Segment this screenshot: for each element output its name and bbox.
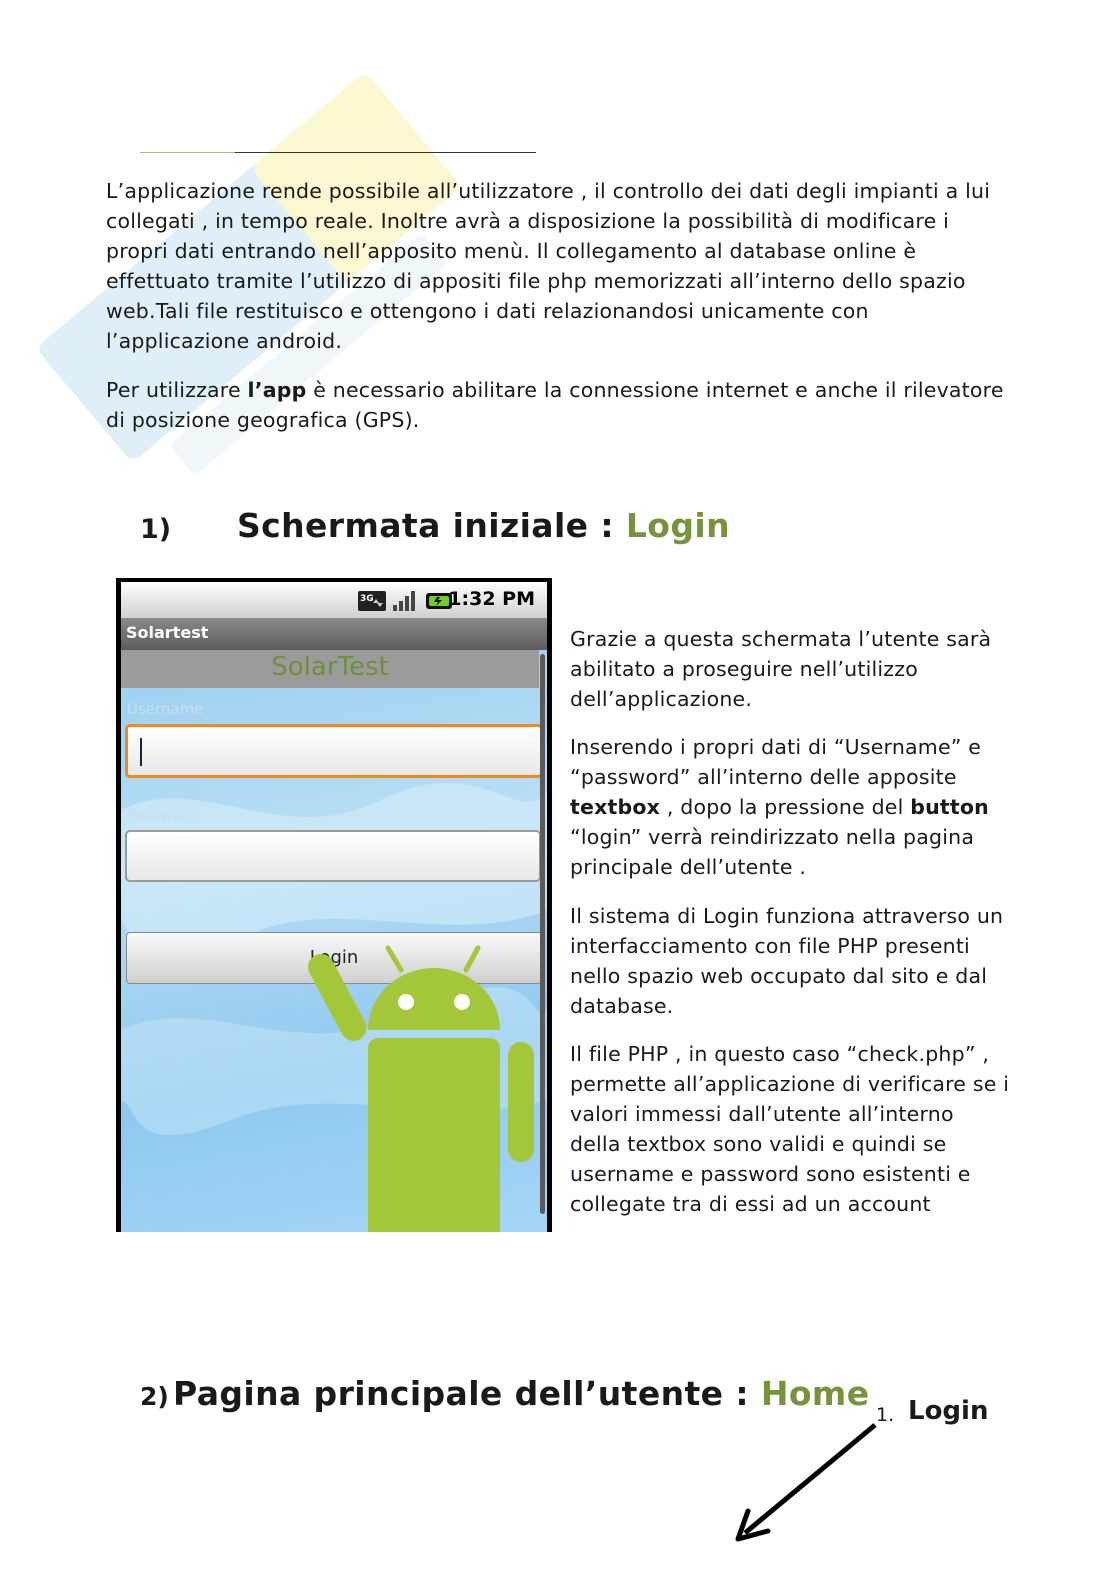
app-title-bar xyxy=(121,618,547,650)
section1-title-accent: Login xyxy=(625,506,730,545)
username-label: Username xyxy=(127,700,204,718)
network-label: 3G xyxy=(360,594,374,604)
intro-paragraph: L’applicazione rende possibile all’utilizzatore , il controllo dei dati degli impianti a lui collegati , in tempo reale. Inoltre avrà a disposizione la possibilità di modificare i propri dati entrando nell’apposito menù. Il collegamento al database online è effettuato tramite l’utilizzo di appositi file php memorizzati all’interno dello spazio web.Tali file restituisco e ottengono i dati relazionandosi unicamente con l’applicazione android. xyxy=(106,179,991,353)
app-header-band xyxy=(121,650,539,688)
note-number: 1. xyxy=(876,1404,895,1426)
header-rule-tint xyxy=(140,152,235,153)
section2-number: 2) xyxy=(140,1382,169,1411)
status-bar xyxy=(121,582,547,618)
section2-title-accent: Home xyxy=(760,1374,870,1413)
app-title: Solartest xyxy=(126,623,209,642)
android-robot-icon xyxy=(306,940,536,1232)
network-3g-icon xyxy=(357,590,387,612)
section2-title: Pagina principale dell’utente : Home xyxy=(173,1374,870,1413)
scrollbar[interactable] xyxy=(540,654,545,1214)
signal-icon xyxy=(391,590,419,612)
section1-number: 1) xyxy=(140,514,172,545)
phone-screenshot xyxy=(116,578,552,1232)
login-button[interactable]: Login xyxy=(126,932,542,984)
description-paragraph-2: Inserendo i propri dati di “Username” e “password” all’interno delle apposite textbox , dopo la pressione del button “login” verrà reindirizzato nella pagina principale dell’utente . xyxy=(570,735,989,879)
username-input[interactable] xyxy=(125,724,543,778)
description-paragraph-4: Il file PHP , in questo caso “check.php” , permette all’applicazione di verificare se i valori immessi dall’utente all’interno della textbox sono validi e quindi se username e password sono esistenti e collegate tra di essi ad un account xyxy=(570,1042,1010,1216)
note-label: Login xyxy=(908,1396,989,1426)
description-paragraph-1: Grazie a questa schermata l’utente sarà abilitato a proseguire nell’utilizzo dell’applicazione. xyxy=(570,627,992,711)
section1-title: Schermata iniziale : Login xyxy=(237,506,730,545)
status-time: 1:32 PM xyxy=(448,588,535,610)
arrow-icon xyxy=(720,1415,890,1545)
app-content xyxy=(121,650,547,1232)
requirements-paragraph: Per utilizzare l’app è necessario abilitare la connessione internet e anche il rilevatore di posizione geografica (GPS). xyxy=(106,378,1004,432)
password-input[interactable] xyxy=(125,830,541,882)
text-cursor xyxy=(140,738,142,766)
app-header: SolarTest xyxy=(271,652,389,682)
description-paragraph-3: Il sistema di Login funziona attraverso un interfacciamento con file PHP presenti nello spazio web occupato dal sito e dal database. xyxy=(570,904,1004,1018)
password-label: Password xyxy=(127,806,198,824)
